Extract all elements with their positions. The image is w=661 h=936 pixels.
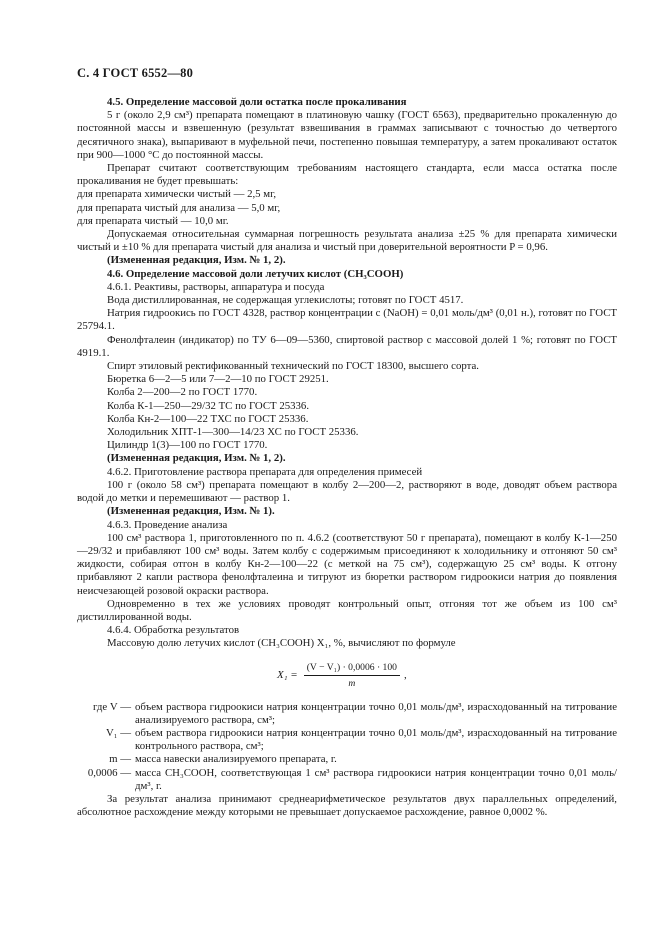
- edit-note: (Измененная редакция, Изм. № 1, 2).: [107, 254, 286, 267]
- def-symbol: где V —: [93, 700, 131, 713]
- paragraph: Препарат считают соответствующим требованиям настоящего стандарта, если масса остатка после прокаливания не будет превышать:: [77, 162, 617, 188]
- formula-trail: ,: [403, 668, 407, 681]
- edit-note: (Измененная редакция, Изм. № 1, 2).: [107, 452, 286, 465]
- paragraph: 100 см³ раствора 1, приготовленного по п. 4.6.2 (соответствуют 50 г препарата), помещают в колбу К-1—250—29/32 и прибавляют 100 см³ воды. Затем колбу с содержимым присоединяют к холодильнику и отгоняют 50 см³ жидкости, собирая отгон в колбу Кн-2—100—22 (с меткой на 75 см³), содержащую 25 см³ воды. К отгону прибавляют 2 капли раствора фенолфталеина и титруют из бюретки раствором гидроокиси натрия до появления неисчезающей розовой окраски раствора.: [77, 531, 617, 597]
- paragraph: 100 г (около 58 см³) препарата помещают в колбу 2—200—2, растворяют в воде, доводят объем раствора водой до метки и перемешивают — раствор 1.: [77, 478, 617, 505]
- final-paragraph: За результат анализа принимают среднеарифметическое результатов двух параллельных определений, абсолютное расхождение между которыми не превышает допускаемое расхождение, равное 0,0002 %.: [77, 792, 617, 819]
- list-item: Натрия гидроокись по ГОСТ 4328, раствор концентрации c (NaOH) = 0,01 моль/дм³ (0,01 н.), готовят по ГОСТ 25794.1.: [77, 307, 617, 333]
- def-text: объем раствора гидроокиси натрия концентрации точно 0,01 моль/дм³, израсходованный на титрование анализируемого раствора, см³;: [135, 700, 617, 726]
- page-header: С. 4 ГОСТ 6552—80: [77, 66, 194, 80]
- subsection-title: 4.6.1. Реактивы, растворы, аппаратура и посуда: [107, 280, 325, 293]
- def-symbol: 0,0006 —: [87, 766, 131, 779]
- list-item: Фенолфталеин (индикатор) по ТУ 6—09—5360, спиртовой раствор с массовой долей 1 %; готовят по ГОСТ 4919.1.: [77, 333, 617, 359]
- def-symbol: m —: [109, 753, 131, 766]
- formula-lhs: X₁ =: [277, 668, 298, 681]
- def-symbol: V₁ —: [105, 726, 131, 739]
- definitions: [77, 701, 617, 793]
- list-item: Колба К-1—250—29/32 ТС по ГОСТ 25336.: [107, 399, 310, 412]
- list-item: Колба Кн-2—100—22 ТХС по ГОСТ 25336.: [107, 412, 309, 425]
- list-item: Бюретка 6—2—5 или 7—2—10 по ГОСТ 29251.: [107, 373, 329, 386]
- def-text: масса навески анализируемого препарата, г.: [135, 753, 337, 766]
- formula-numerator: (V − V₁) · 0,0006 · 100: [304, 661, 400, 676]
- def-text: объем раствора гидроокиси натрия концентрации точно 0,01 моль/дм³, израсходованный на титрование контрольного раствора, см³;: [135, 726, 617, 753]
- paragraph: Массовую долю летучих кислот (CH₃COOH) X₁, %, вычисляют по формуле: [107, 637, 456, 650]
- list-item: для препарата химически чистый — 2,5 мг,: [77, 188, 277, 201]
- list-item: Вода дистиллированная, не содержащая углекислоты; готовят по ГОСТ 4517.: [107, 294, 464, 307]
- section-4-6-title: 4.6. Определение массовой доли летучих кислот (CH₃COOH): [107, 267, 404, 280]
- formula-fraction: [304, 661, 400, 690]
- list-item: Цилиндр 1(3)—100 по ГОСТ 1770.: [107, 439, 268, 452]
- document-body: [77, 96, 617, 819]
- section-4-5-title: 4.5. Определение массовой доли остатка после прокаливания: [107, 96, 407, 108]
- subsection-title: 4.6.4. Обработка результатов: [107, 624, 240, 637]
- paragraph: Допускаемая относительная суммарная погрешность результата анализа ±25 % для препарата химически чистый и ±10 % для препарата чистый для анализа и чистый при доверительной вероятности P = 0,96.: [77, 228, 617, 254]
- formula: [277, 659, 617, 693]
- def-text: масса CH₃COOH, соответствующая 1 см³ раствора гидроокиси натрия концентрации точно 0,01 моль/дм³, г.: [135, 766, 617, 792]
- paragraph: 5 г (около 2,9 см³) препарата помещают в платиновую чашку (ГОСТ 6563), предварительно прокаленную до постоянной массы и взвешенную (результат взвешивания в граммах записывают с точностью до четвертого десятичного знака), выпаривают в муфельной печи, постепенно повышая температуру, а затем прокаливают остаток при 900—1000 °С до постоянной массы.: [77, 109, 617, 161]
- list-item: для препарата чистый для анализа — 5,0 мг,: [77, 201, 281, 214]
- list-item: Холодильник ХПТ-1—300—14/23 ХС по ГОСТ 25336.: [107, 426, 359, 439]
- subsection-title: 4.6.3. Проведение анализа: [107, 518, 228, 531]
- paragraph: Одновременно в тех же условиях проводят контрольный опыт, отгоняя тот же объем из 100 см³ дистиллированной воды.: [77, 597, 617, 623]
- formula-denominator: m: [348, 678, 356, 690]
- edit-note: (Измененная редакция, Изм. № 1).: [107, 505, 275, 518]
- list-item: для препарата чистый — 10,0 мг.: [77, 214, 229, 227]
- subsection-title: 4.6.2. Приготовление раствора препарата для определения примесей: [107, 465, 423, 478]
- list-item: Спирт этиловый ректификованный технический по ГОСТ 18300, высшего сорта.: [107, 360, 479, 373]
- list-item: Колба 2—200—2 по ГОСТ 1770.: [107, 386, 258, 399]
